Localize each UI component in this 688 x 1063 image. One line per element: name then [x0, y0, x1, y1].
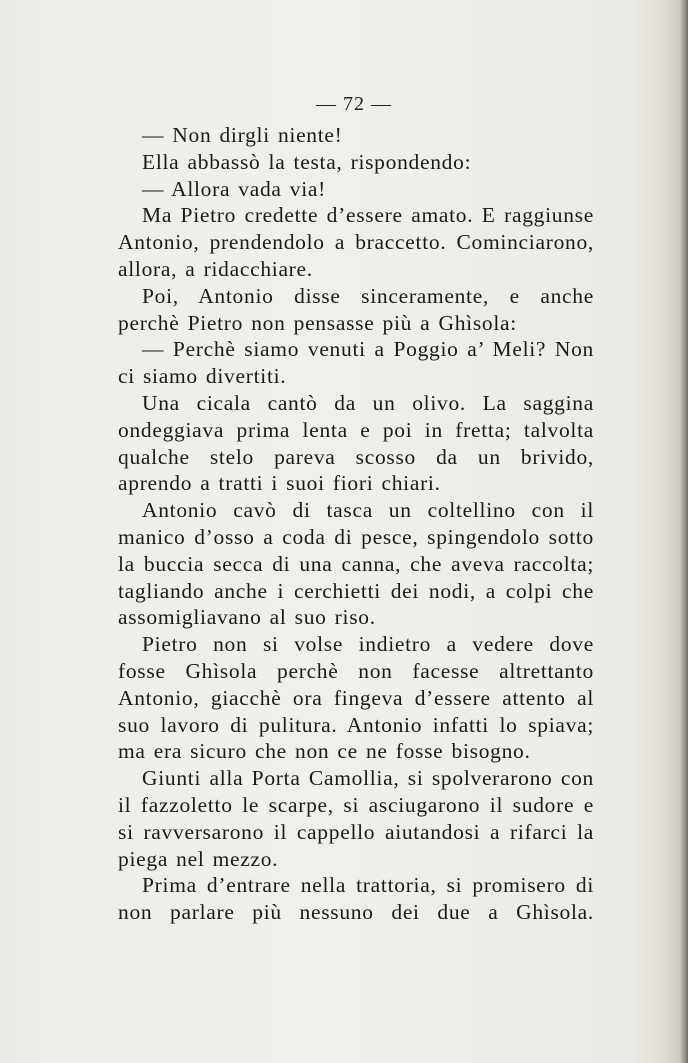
paragraph: Antonio cavò di tasca un coltellino con il manico d’osso a coda di pesce, spingendolo sotto la buccia secca di una canna, che aveva raccolta; tagliando anche i cerchietti dei nodi, a colpi che assomigliavano al suo riso.: [118, 498, 594, 630]
paragraph: — Allora vada via!: [142, 176, 326, 201]
page-edge-shadow: [680, 0, 688, 1063]
paragraph: Ella abbassò la testa, rispondendo:: [142, 149, 472, 174]
paragraph: Prima d’entrare nella trattoria, si promisero di non parlare più nessuno dei due a Ghìsola.: [118, 873, 594, 925]
paragraph: Una cicala cantò da un olivo. La saggina ondeggiava prima lenta e poi in fretta; talvolta qualche stelo pareva scosso da un brivido, aprendo a tratti i suoi fiori chiari.: [118, 390, 594, 496]
paragraph: Pietro non si volse indietro a vedere dove fosse Ghìsola perchè non facesse altrettanto Antonio, giacchè ora fingeva d’essere attento al suo lavoro di pulitura. Antonio infatti lo spiava; ma era sicuro che non ce ne fosse bisogno.: [118, 632, 594, 764]
paragraph: — Perchè siamo venuti a Poggio a’ Meli? Non ci siamo divertiti.: [118, 337, 594, 389]
paragraph: — Non dirgli niente!: [142, 123, 343, 147]
paragraph: Ma Pietro credette d’essere amato. E raggiunse Antonio, prendendolo a braccetto. Cominciarono, allora, a ridacchiare.: [118, 203, 594, 281]
paragraph: Giunti alla Porta Camollia, si spolverarono con il fazzoletto le scarpe, si asciugarono il sudore e si ravversarono il cappello aiutandosi a rifarci la piega nel mezzo.: [118, 766, 594, 871]
body-text: [118, 122, 594, 926]
paragraph: Poi, Antonio disse sinceramente, e anche perchè Pietro non pensasse più a Ghìsola:: [118, 283, 594, 335]
page-number: — 72 —: [316, 93, 392, 115]
